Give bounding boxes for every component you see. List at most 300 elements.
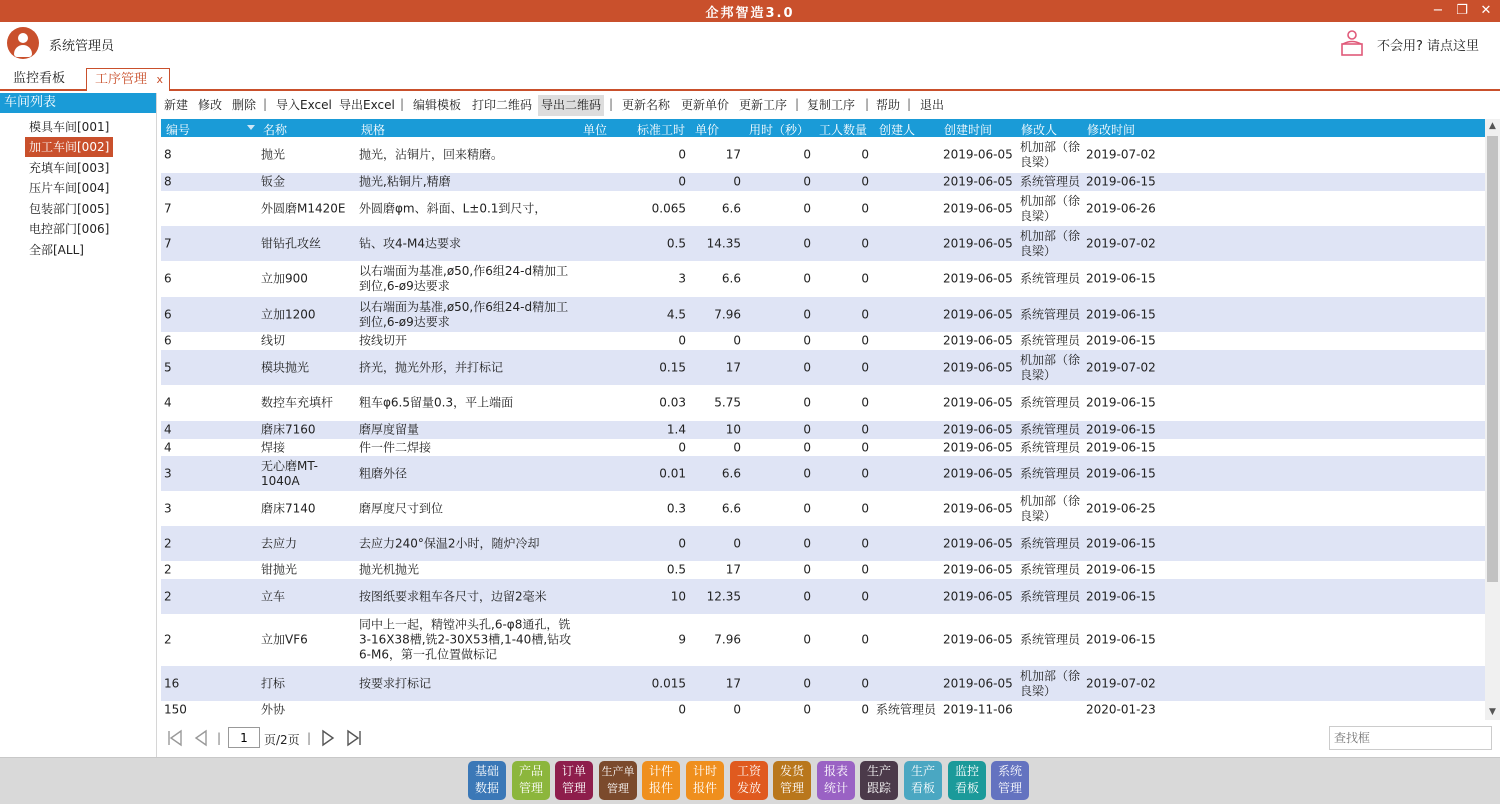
tab-close-icon[interactable]: x [156,73,164,86]
cell-modifier: 机加部（徐良梁） [1020,668,1081,698]
col-header-unit[interactable]: 单位 [583,123,608,137]
dock-button[interactable] [948,761,986,800]
dock-button[interactable] [512,761,550,800]
cell-workers: 0 [861,536,869,550]
prev-page-icon[interactable] [192,729,210,747]
cell-created: 2019-06-05 [943,676,1013,690]
toolbar-separator: | [907,97,912,111]
cell-std-time: 0 [678,536,686,550]
cell-code: 4 [164,422,172,437]
table-row[interactable] [161,666,1485,701]
grid-header [161,119,1485,137]
cell-code: 3 [164,466,172,480]
dock-label-line1: 监控 [954,764,979,778]
cell-std-time: 1.4 [666,422,686,437]
cell-name: 外圆磨M1420E [261,201,346,215]
cell-time-used: 0 [803,702,811,717]
cell-std-time: 10 [670,589,686,603]
cell-time-used: 0 [803,174,811,189]
dock-button[interactable] [642,761,680,800]
export-excel-button[interactable]: 导出Excel [339,98,395,112]
cell-modifier: 系统管理员 [1020,536,1081,550]
sidebar-item-tablet-workshop[interactable]: 压片车间[004] [29,181,110,195]
cell-modified: 2019-06-15 [1086,174,1156,189]
cell-time-used: 0 [803,501,811,515]
cell-price: 0 [733,333,741,348]
cell-name: 磨床7160 [261,422,316,437]
dock-button[interactable] [686,761,724,800]
cell-spec: 磨厚度留量 [359,422,420,437]
cell-code: 5 [164,360,172,374]
dock-label-line1: 订单 [561,764,586,778]
cell-time-used: 0 [803,360,811,374]
cell-created: 2019-06-05 [943,360,1013,374]
cell-std-time: 0.5 [666,236,686,250]
sidebar-title: 车间列表 [0,93,156,113]
cell-std-time: 0 [678,440,686,454]
help-button[interactable]: 帮助 [876,98,901,112]
cell-spec: 按要求打标记 [359,676,432,690]
cell-modified: 2019-07-02 [1086,147,1156,162]
pager [159,722,1500,755]
dock-label-line1: 工资 [736,764,761,778]
cell-code: 16 [164,676,180,690]
cell-price: 10 [725,422,741,437]
cell-price: 17 [725,676,741,690]
tab-monitor-board[interactable]: 监控看板 [13,71,66,86]
table-row[interactable] [161,614,1485,666]
cell-created: 2019-06-05 [943,562,1013,577]
cell-spec: 抛光机抛光 [359,562,420,577]
cell-created: 2019-06-05 [943,589,1013,603]
cell-price: 14.35 [706,236,741,250]
table-row[interactable] [161,561,1485,579]
cell-workers: 0 [861,307,869,321]
col-header-modified[interactable]: 修改时间 [1087,123,1136,137]
cell-spec: 同中上一起，精镗冲头孔,6-φ8通孔，铣3-16X38槽,铣2-30X53槽,1-40槽,钻攻6-M6，第一孔位置做标记 [359,617,572,662]
cell-created: 2019-06-05 [943,174,1013,189]
user-bar [0,22,1500,64]
cell-workers: 0 [861,333,869,348]
cell-created: 2019-06-05 [943,147,1013,162]
cell-price: 6.6 [721,271,741,286]
import-excel-button[interactable]: 导入Excel [276,98,332,112]
new-button[interactable]: 新建 [164,98,189,112]
cell-modified: 2019-06-15 [1086,333,1156,348]
toolbar-separator: | [400,97,405,111]
dock-label-line1: 计时 [692,764,717,778]
cell-code: 6 [164,271,172,286]
cell-spec: 按线切开 [359,333,408,348]
table-row[interactable] [161,226,1485,261]
cell-time-used: 0 [803,201,811,215]
cell-spec: 钻、攻4-M4达要求 [359,236,461,250]
dock-button[interactable] [773,761,811,800]
workshop-sidebar [0,93,157,757]
cell-time-used: 0 [803,271,811,286]
toolbar-separator: | [263,97,268,111]
col-header-modifier[interactable]: 修改人 [1021,123,1058,137]
next-page-icon[interactable] [319,729,337,747]
sidebar-item-mold-workshop[interactable]: 模具车间[001] [29,120,110,134]
table-row[interactable] [161,191,1485,226]
cell-created: 2019-06-05 [943,395,1013,410]
cell-name: 去应力 [261,536,298,550]
sidebar-item-all[interactable]: 全部[ALL] [29,243,84,257]
table-row[interactable] [161,173,1485,191]
cell-modified: 2019-06-15 [1086,440,1156,454]
cell-std-time: 0 [678,174,686,189]
col-header-time-used[interactable]: 用时（秒） [749,123,810,137]
cell-code: 8 [164,174,172,189]
cell-spec: 以右端面为基准,ø50,作6组24-d精加工到位,6-ø9达要求 [359,299,569,329]
cell-name: 抛光 [261,147,286,162]
col-header-std-time[interactable]: 标准工时 [637,123,686,137]
search-input[interactable] [1329,726,1492,750]
export-qr-button[interactable]: 导出二维码 [538,95,604,116]
cell-price: 0 [733,536,741,550]
cell-code: 7 [164,236,172,250]
cell-modifier: 系统管理员 [1020,632,1081,647]
dock-button[interactable] [730,761,768,800]
col-header-created[interactable]: 创建时间 [944,123,993,137]
cell-std-time: 0.15 [659,360,686,374]
update-process-button[interactable]: 更新工序 [739,98,788,112]
cell-price: 6.6 [721,501,741,515]
table-row[interactable] [161,297,1485,332]
cell-modified: 2019-07-02 [1086,360,1156,374]
dock-label-line1: 基础 [474,764,499,778]
cell-price: 17 [725,562,741,577]
cell-price: 7.96 [714,632,741,647]
cell-modified: 2019-06-15 [1086,271,1156,286]
cell-time-used: 0 [803,536,811,550]
cell-price: 0 [733,174,741,189]
toolbar [159,93,1500,117]
dock-label-line2: 发放 [736,781,761,795]
sort-desc-icon[interactable] [247,125,255,130]
cell-modified: 2019-06-15 [1086,632,1156,647]
dock-label-line1: 发货 [779,764,804,778]
cell-created: 2019-06-05 [943,333,1013,348]
cell-created: 2019-06-05 [943,422,1013,437]
cell-workers: 0 [861,562,869,577]
cell-std-time: 0.3 [666,501,686,515]
cell-workers: 0 [861,174,869,189]
cell-name: 磨床7140 [261,501,316,515]
table-row[interactable] [161,385,1485,421]
col-header-spec[interactable]: 规格 [361,123,386,137]
close-button[interactable]: ✕ [1480,3,1492,18]
cell-code: 6 [164,307,172,321]
page-total: 页/2页 [264,733,300,747]
cell-created: 2019-06-05 [943,536,1013,550]
cell-modifier: 系统管理员 [1020,589,1081,603]
cell-time-used: 0 [803,589,811,603]
cell-std-time: 9 [678,632,686,647]
cell-time-used: 0 [803,307,811,321]
cell-std-time: 0.015 [651,676,686,690]
cell-workers: 0 [861,271,869,286]
cell-price: 0 [733,440,741,454]
dock-label-line2: 看板 [954,781,979,795]
cell-std-time: 0.065 [651,201,686,215]
dock-button[interactable] [991,761,1029,800]
dock-label-line2: 统计 [823,781,848,795]
cell-code: 150 [164,702,187,717]
sidebar-item-packaging[interactable]: 包装部门[005] [29,202,110,216]
cell-modified: 2019-06-15 [1086,562,1156,577]
cell-price: 6.6 [721,201,741,215]
cell-modifier: 系统管理员 [1020,271,1081,286]
cell-created: 2019-11-06 [943,702,1013,717]
cell-price: 17 [725,147,741,162]
cell-workers: 0 [861,501,869,515]
cell-modifier: 机加部（徐良梁） [1020,228,1081,258]
cell-modified: 2019-06-26 [1086,201,1156,215]
minimize-button[interactable]: − [1432,3,1444,18]
cell-modifier: 机加部（徐良梁） [1020,352,1081,382]
col-header-code[interactable]: 编号 [166,123,191,137]
scroll-down-icon[interactable]: ▼ [1489,707,1496,717]
cell-creator: 系统管理员 [876,702,937,717]
col-header-price[interactable]: 单价 [695,123,720,137]
dock-button[interactable] [817,761,855,800]
cell-code: 2 [164,536,172,550]
cell-name: 钳抛光 [261,562,298,577]
cell-std-time: 3 [678,271,686,286]
grid-scrollbar[interactable] [1485,119,1500,720]
cell-spec: 磨厚度尺寸到位 [359,501,444,515]
dock-label-line1: 生产单 [601,765,635,778]
cell-name: 打标 [261,676,286,690]
cell-std-time: 0.03 [659,395,686,410]
table-row[interactable] [161,439,1485,456]
cell-created: 2019-06-05 [943,307,1013,321]
cell-created: 2019-06-05 [943,271,1013,286]
cell-name: 模块抛光 [261,360,310,374]
first-page-icon[interactable] [166,729,184,747]
module-dock [0,757,1500,804]
dock-label-line2: 管理 [997,781,1022,795]
cell-std-time: 0 [678,333,686,348]
restore-button[interactable]: ❐ [1456,3,1468,18]
cell-modified: 2019-06-15 [1086,466,1156,480]
exit-button[interactable]: 退出 [920,98,945,112]
scroll-thumb[interactable] [1487,136,1498,582]
cell-time-used: 0 [803,422,811,437]
cell-modifier: 机加部（徐良梁） [1020,493,1081,523]
tab-process-management[interactable] [86,68,170,91]
print-qr-button[interactable]: 打印二维码 [472,98,533,112]
page-number-input[interactable] [228,727,260,748]
cell-code: 2 [164,632,172,647]
cell-name: 焊接 [261,440,286,454]
cell-code: 2 [164,562,172,577]
cell-spec: 抛光,粘铜片,精磨 [359,174,451,189]
cell-workers: 0 [861,589,869,603]
cell-code: 3 [164,501,172,515]
cell-modified: 2019-06-15 [1086,422,1156,437]
dock-label-line2: 看板 [910,781,935,795]
cell-workers: 0 [861,632,869,647]
cell-modifier: 系统管理员 [1020,333,1081,348]
table-row[interactable] [161,579,1485,614]
cell-time-used: 0 [803,676,811,690]
cell-price: 0 [733,702,741,717]
col-header-creator[interactable]: 创建人 [879,123,916,137]
cell-modified: 2019-07-02 [1086,236,1156,250]
cell-workers: 0 [861,702,869,717]
cell-spec: 粗车φ6.5留量0.3，平上端面 [359,395,514,410]
cell-price: 7.96 [714,307,741,321]
tab-strip [0,64,1500,91]
table-row[interactable] [161,332,1485,350]
sidebar-item-machining-workshop[interactable]: 加工车间[002] [25,137,113,157]
delete-button[interactable]: 删除 [232,98,257,112]
dock-label-line2: 管理 [779,781,804,795]
dock-button[interactable] [904,761,942,800]
cell-workers: 0 [861,676,869,690]
dock-label-line1: 报表 [823,764,848,778]
cell-workers: 0 [861,201,869,215]
dock-label-line2: 报件 [692,781,717,795]
cell-code: 6 [164,333,172,348]
dock-label-line1: 系统 [997,764,1022,778]
cell-workers: 0 [861,147,869,162]
dock-button[interactable] [468,761,506,800]
dock-button[interactable] [860,761,898,800]
cell-modified: 2019-06-15 [1086,536,1156,550]
help-link[interactable]: 不会用? 请点这里 [1377,39,1480,54]
cell-time-used: 0 [803,236,811,250]
cell-code: 7 [164,201,172,215]
cell-workers: 0 [861,440,869,454]
avatar-icon [7,27,39,59]
cell-time-used: 0 [803,632,811,647]
col-header-workers[interactable]: 工人数量 [819,123,868,137]
cell-modifier: 系统管理员 [1020,562,1081,577]
cell-std-time: 0 [678,147,686,162]
toolbar-separator: | [865,97,870,111]
edit-button[interactable]: 修改 [198,98,223,112]
cell-std-time: 0.5 [666,562,686,577]
cell-price: 5.75 [714,395,741,410]
cell-created: 2019-06-05 [943,201,1013,215]
cell-modified: 2019-06-15 [1086,307,1156,321]
cell-name: 无心磨MT-1040A [261,458,318,488]
table-row[interactable] [161,350,1485,385]
dock-label-line2: 管理 [561,781,586,795]
dock-label-line2: 报件 [648,781,673,795]
cell-modified: 2019-06-15 [1086,395,1156,410]
cell-price: 17 [725,360,741,374]
last-page-icon[interactable] [345,729,363,747]
dock-label-line1: 产品 [518,764,543,778]
cell-modifier: 系统管理员 [1020,440,1081,454]
dock-label-line1: 生产 [866,764,891,778]
cell-spec: 去应力240°保温2小时，随炉冷却 [359,536,540,550]
sidebar-item-filling-workshop[interactable]: 充填车间[003] [29,161,110,175]
pager-separator: | [307,731,312,745]
update-name-button[interactable]: 更新名称 [622,98,671,112]
table-row[interactable] [161,261,1485,297]
dock-button[interactable] [555,761,593,800]
cell-price: 12.35 [706,589,741,603]
cell-modifier: 系统管理员 [1020,466,1081,480]
process-grid [161,119,1485,720]
cell-name: 外协 [261,702,286,717]
cell-workers: 0 [861,236,869,250]
title-bar [0,0,1500,22]
copy-process-button[interactable]: 复制工序 [807,98,856,112]
table-row[interactable] [161,456,1485,491]
cell-price: 6.6 [721,466,741,480]
dock-button[interactable] [599,761,637,800]
table-row[interactable] [161,491,1485,526]
cell-spec: 以右端面为基准,ø50,作6组24-d精加工到位,6-ø9达要求 [359,264,569,293]
dock-label-line2: 数据 [474,781,499,795]
cell-spec: 粗磨外径 [359,466,408,480]
cell-spec: 抛光，沾铜片，回来精磨。 [359,147,504,162]
cell-std-time: 0.01 [659,466,686,480]
table-row[interactable] [161,526,1485,561]
sidebar-item-electric-control[interactable]: 电控部门[006] [29,222,110,236]
table-row[interactable] [161,701,1485,719]
cell-code: 4 [164,440,172,454]
cell-time-used: 0 [803,147,811,162]
dock-label-line2: 管理 [518,781,543,795]
cell-name: 钳钻孔攻丝 [261,236,322,250]
cell-name: 立加VF6 [261,632,308,647]
update-price-button[interactable]: 更新单价 [681,98,730,112]
cell-created: 2019-06-05 [943,236,1013,250]
cell-created: 2019-06-05 [943,466,1013,480]
toolbar-separator: | [795,97,800,111]
cell-code: 2 [164,589,172,603]
cell-name: 立加1200 [261,307,316,321]
table-row[interactable] [161,137,1485,173]
cell-workers: 0 [861,360,869,374]
pager-separator: | [217,731,222,745]
cell-modified: 2019-07-02 [1086,676,1156,690]
cell-spec: 按图纸要求粗车各尺寸，边留2毫米 [359,589,547,603]
cell-modified: 2020-01-23 [1086,702,1156,717]
cell-created: 2019-06-05 [943,440,1013,454]
cell-time-used: 0 [803,466,811,480]
help-person-icon[interactable] [1337,28,1367,58]
cell-time-used: 0 [803,440,811,454]
cell-time-used: 0 [803,562,811,577]
toolbar-separator: | [609,97,614,111]
cell-name: 钣金 [261,174,286,189]
window-title: 企邦智造3.0 [705,6,795,21]
cell-workers: 0 [861,422,869,437]
cell-modifier: 系统管理员 [1020,307,1081,321]
table-row[interactable] [161,421,1485,439]
cell-modifier: 系统管理员 [1020,422,1081,437]
col-header-name[interactable]: 名称 [263,123,288,137]
cell-created: 2019-06-05 [943,501,1013,515]
user-name: 系统管理员 [49,39,115,54]
edit-template-button[interactable]: 编辑模板 [413,98,462,112]
cell-modified: 2019-06-25 [1086,501,1156,515]
cell-name: 立车 [261,589,286,603]
scroll-up-icon[interactable]: ▲ [1489,121,1496,131]
dock-label-line1: 生产 [910,764,935,778]
cell-code: 4 [164,395,172,410]
cell-modifier: 机加部（徐良梁） [1020,193,1081,223]
